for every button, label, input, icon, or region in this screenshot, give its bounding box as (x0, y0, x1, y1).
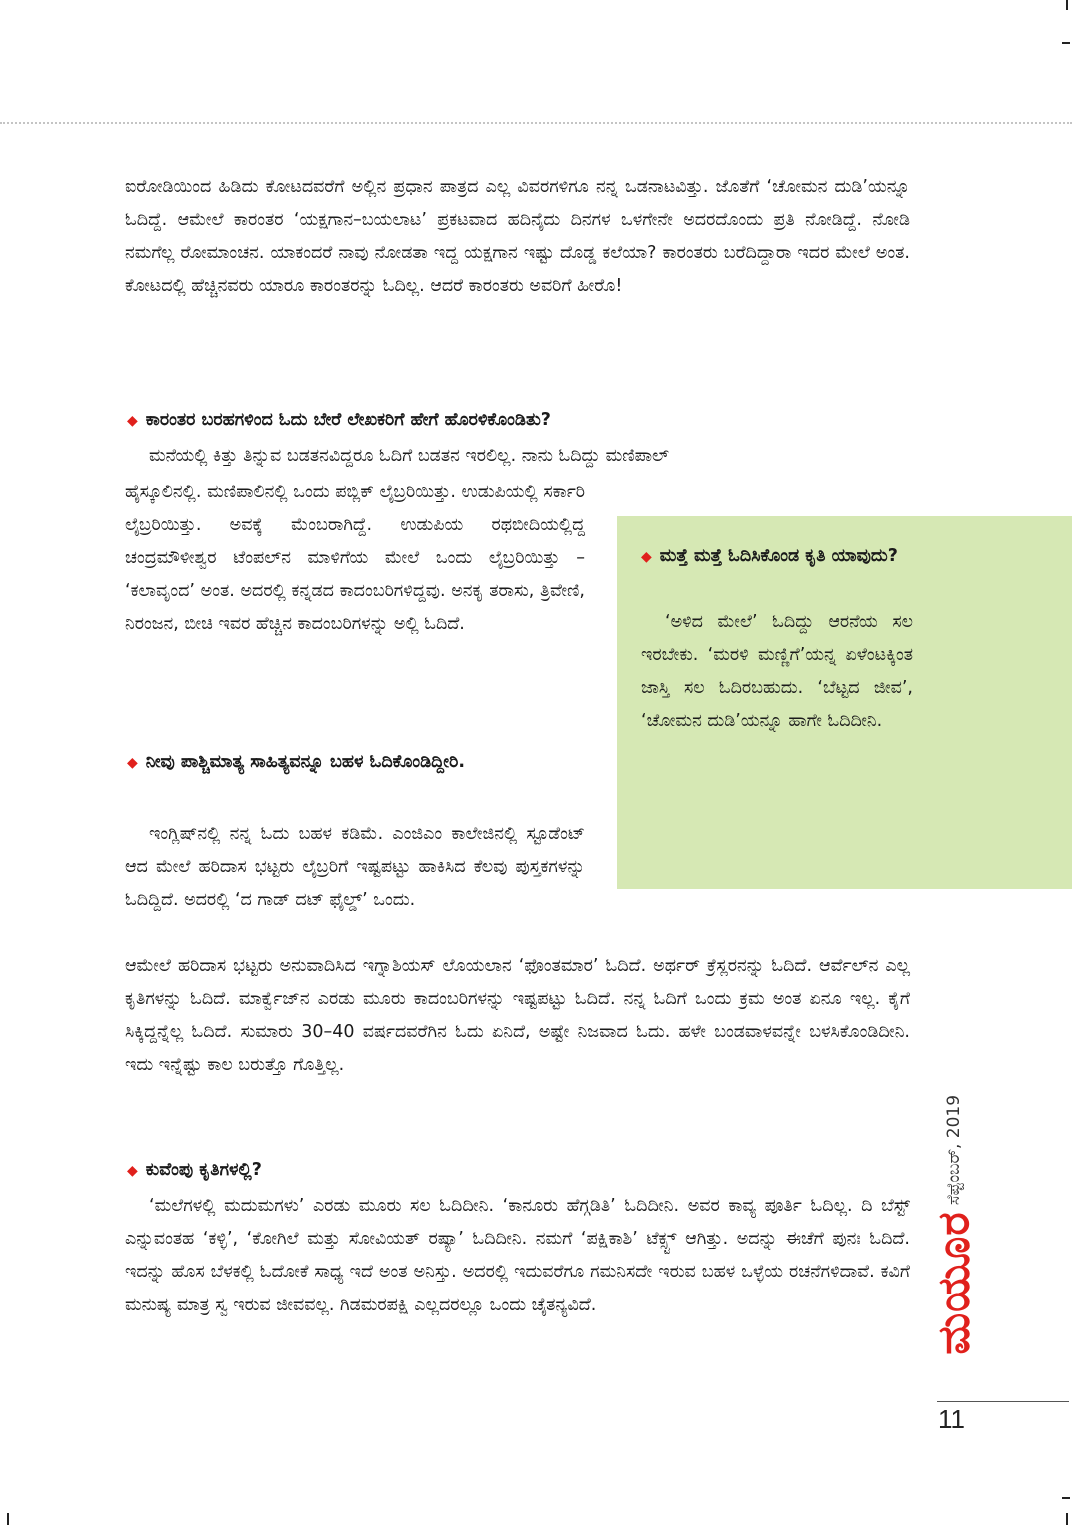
crop-mark (1066, 0, 1068, 10)
magazine-logo: ಮಯೂರ (928, 1211, 980, 1355)
sidebar-answer: ‘ಅಳಿದ ಮೇಲೆ’ ಓದಿದ್ದು ಆರನೆಯ ಸಲ ಇರಬೇಕು. ‘ಮರಳಿ ಮಣ್ಣಿಗೆ’ಯನ್ನ ಏಳೆಂಟಕ್ಕಿಂತ ಜಾಸ್ತಿ ಸಲ ಓದಿರಬಹುದು. ‘ಬೆಟ್ಟದ ಜೀವ’, ‘ಚೋಮನ ದುಡಿ’ಯನ್ನೂ ಹಾಗೇ ಓದಿದೀನಿ. (641, 612, 913, 731)
diamond-bullet-icon: ◆ (641, 549, 652, 565)
diamond-bullet-icon: ◆ (127, 413, 138, 429)
question-heading-1 (127, 404, 939, 438)
answer-paragraph-3: ‘ಮಲೆಗಳಲ್ಲಿ ಮದುಮಗಳು’ ಎರಡು ಮೂರು ಸಲ ಓದಿದೀನಿ. ‘ಕಾನೂರು ಹೆಗ್ಗಡಿತಿ’ ಓದಿದೀನಿ. ಅವರ ಕಾವ್ಯ ಪೂರ್ತಿ ಓದಿಲ್ಲ. ದಿ ಬೆಸ್ಟ್ ಎನ್ನುವಂತಹ ‘ಕಳ್ಳಿ’, ‘ಕೋಗಿಲೆ ಮತ್ತು ಸೋವಿಯತ್ ರಷ್ಯಾ’ ಓದಿದೀನಿ. ನಮಗೆ ‘ಪಕ್ಷಿಕಾಶಿ’ ಟೆಕ್ಸ್ಟ್ ಆಗಿತ್ತು. ಅದನ್ನು ಈಚೆಗೆ ಪುನಃ ಓದಿದೆ. ಇದನ್ನು ಹೊಸ ಬೆಳಕಲ್ಲಿ ಓದೋಕೆ ಸಾಧ್ಯ ಇದೆ ಅಂತ ಅನಿಸ್ತು. ಅದರಲ್ಲಿ ಇದುವರೆಗೂ ಗಮನಿಸದೇ ಇರುವ ಬಹಳ ಒಳ್ಳೆಯ ರಚನೆಗಳಿದಾವೆ. ಕವಿಗೆ ಮನುಷ್ಯ ಮಾತ್ರ ಸ್ವ ಇರುವ ಜೀವವಲ್ಲ. ಗಿಡಮರಪಕ್ಷಿ ಎಲ್ಲದರಲ್ಲೂ ಒಂದು ಚೈತನ್ಯವಿದೆ. (125, 1196, 910, 1315)
question-heading-2 (127, 746, 609, 780)
diamond-bullet-icon: ◆ (127, 755, 138, 771)
body-paragraph-1: ಐರೋಡಿಯಿಂದ ಹಿಡಿದು ಕೋಟದವರೆಗೆ ಅಲ್ಲಿನ ಪ್ರಧಾನ ಪಾತ್ರದ ಎಲ್ಲ ವಿವರಗಳಿಗೂ ನನ್ನ ಒಡನಾಟವಿತ್ತು. ಜೊತೆಗೆ ‘ಚೋಮನ ದುಡಿ’ಯನ್ನೂ ಓದಿದ್ದೆ. ಆಮೇಲೆ ಕಾರಂತರ ‘ಯಕ್ಷಗಾನ–ಬಯಲಾಟ’ ಪ್ರಕಟವಾದ ಹದಿನೈದು ದಿನಗಳ ಒಳಗೇನೇ ಅದರದೊಂದು ಪ್ರತಿ ನೋಡಿದ್ದೆ. ನೋಡಿ ನಮಗೆಲ್ಲ ರೋಮಾಂಚನ. ಯಾಕಂದರೆ ನಾವು ನೋಡತಾ ಇದ್ದ ಯಕ್ಷಗಾನ ಇಷ್ಟು ದೊಡ್ಡ ಕಲೆಯಾ? ಕಾರಂತರು ಬರೆದಿದ್ದಾರಾ ಇದರ ಮೇಲೆ ಅಂತ. ಕೋಟದಲ್ಲಿ ಹೆಚ್ಚಿನವರು ಯಾರೂ ಕಾರಂತರನ್ನು ಓದಿಲ್ಲ. ಆದರೆ ಕಾರಂತರು ಅವರಿಗೆ ಹೀರೊ! (125, 177, 910, 296)
answer-paragraph-1-fullwidth: ಮನೆಯಲ್ಲಿ ಕಿತ್ತು ತಿನ್ನುವ ಬಡತನವಿದ್ದರೂ ಓದಿಗೆ ಬಡತನ ಇರಲಿಲ್ಲ. ನಾನು ಓದಿದ್ದು ಮಣಿಪಾಲ್ (149, 446, 670, 466)
sidebar-question-text: ಮತ್ತೆ ಮತ್ತೆ ಓದಿಸಿಕೊಂಡ ಕೃತಿ ಯಾವುದು? (659, 546, 898, 566)
issue-date: ಸೆಪ್ಟೆಂಬರ್, 2019 (944, 1094, 964, 1206)
answer-paragraph-2-column: ಇಂಗ್ಲಿಷ್‌ನಲ್ಲಿ ನನ್ನ ಓದು ಬಹಳ ಕಡಿಮೆ. ಎಂಜಿಎಂ ಕಾಲೇಜಿನಲ್ಲಿ ಸ್ಟೂಡೆಂಟ್ ಆದ ಮೇಲೆ ಹರಿದಾಸ ಭಟ್ಟರು ಲೈಬ್ರರಿಗೆ ಇಷ್ಟಪಟ್ಟು ಹಾಕಿಸಿದ ಕೆಲವು ಪುಸ್ತಕಗಳನ್ನು ಓದಿದ್ದಿದೆ. ಅದರಲ್ಲಿ ‘ದ ಗಾಡ್ ದಟ್ ಫೈಲ್ಡ್’ ಒಂದು. (125, 824, 585, 910)
crop-mark (7, 1513, 9, 1525)
question-text: ಕುವೆಂಪು ಕೃತಿಗಳಲ್ಲಿ? (145, 1160, 262, 1180)
sidebar-question (641, 540, 933, 574)
sidebar-box (617, 516, 1072, 889)
page-number: 11 (938, 1404, 965, 1434)
question-heading-3 (127, 1154, 849, 1188)
question-text: ನೀವು ಪಾಶ್ಚಿಮಾತ್ಯ ಸಾಹಿತ್ಯವನ್ನೂ ಬಹಳ ಓದಿಕೊಂಡಿದ್ದೀರಿ. (145, 752, 465, 772)
footer-rule (937, 1401, 1069, 1402)
question-text: ಕಾರಂತರ ಬರಹಗಳಿಂದ ಓದು ಬೇರೆ ಲೇಖಕರಿಗೆ ಹೇಗೆ ಹೊರಳಿಕೊಂಡಿತು? (145, 410, 551, 430)
answer-paragraph-2-fullwidth: ಆಮೇಲೆ ಹರಿದಾಸ ಭಟ್ಟರು ಅನುವಾದಿಸಿದ ಇಗ್ನಾಶಿಯಸ್ ಲೊಯಲಾನ ‘ಫೊಂತಮಾರ’ ಓದಿದೆ. ಅರ್ಥರ್ ಕ್ರೆಸ್ಲರನನ್ನು ಓದಿದೆ. ಆರ್ವೆಲ್‌ನ ಎಲ್ಲ ಕೃತಿಗಳನ್ನು ಓದಿದೆ. ಮಾರ್ಕ್ವೆಜ್‌ನ ಎರಡು ಮೂರು ಕಾದಂಬರಿಗಳನ್ನು ಇಷ್ಟಪಟ್ಟು ಓದಿದೆ. ನನ್ನ ಓದಿಗೆ ಒಂದು ಕ್ರಮ ಅಂತ ಏನೂ ಇಲ್ಲ. ಕೈಗೆ ಸಿಕ್ಕಿದ್ದನ್ನೆಲ್ಲ ಓದಿದೆ. ಸುಮಾರು 30–40 ವರ್ಷದವರೆಗಿನ ಓದು ಏನಿದೆ, ಅಷ್ಟೇ ನಿಜವಾದ ಓದು. ಹಳೇ ಬಂಡವಾಳವನ್ನೇ ಬಳಸಿಕೊಂಡಿದೀನಿ. ಇದು ಇನ್ನೆಷ್ಟು ಕಾಲ ಬರುತ್ತೊ ಗೊತ್ತಿಲ್ಲ. (125, 956, 910, 1075)
answer-paragraph-1-column: ಹೈಸ್ಕೂಲಿನಲ್ಲಿ. ಮಣಿಪಾಲಿನಲ್ಲಿ ಒಂದು ಪಬ್ಲಿಕ್ ಲೈಬ್ರರಿಯಿತ್ತು. ಉಡುಪಿಯಲ್ಲಿ ಸರ್ಕಾರಿ ಲೈಬ್ರರಿಯಿತ್ತು. ಅವಕ್ಕೆ ಮೆಂಬರಾಗಿದ್ದೆ. ಉಡುಪಿಯ ರಥಬೀದಿಯಲ್ಲಿದ್ದ ಚಂದ್ರಮೌಳೀಶ್ವರ ಟೆಂಪಲ್‌ನ ಮಾಳಿಗೆಯ ಮೇಲೆ ಒಂದು ಲೈಬ್ರರಿಯಿತ್ತು – ‘ಕಲಾವೃಂದ’ ಅಂತ. ಅದರಲ್ಲಿ ಕನ್ನಡದ ಕಾದಂಬರಿಗಳಿದ್ದವು. ಅನಕೃ ತರಾಸು, ತ್ರಿವೇಣಿ, ನಿರಂಜನ, ಬೀಚಿ ಇವರ ಹೆಚ್ಚಿನ ಕಾದಂಬರಿಗಳನ್ನು ಅಲ್ಲಿ ಓದಿದೆ. (125, 482, 585, 634)
crop-mark (1062, 42, 1070, 44)
crop-mark (1066, 1513, 1068, 1525)
header-dotted-rule (0, 122, 1072, 124)
crop-mark (1062, 1497, 1070, 1499)
diamond-bullet-icon: ◆ (127, 1163, 138, 1179)
